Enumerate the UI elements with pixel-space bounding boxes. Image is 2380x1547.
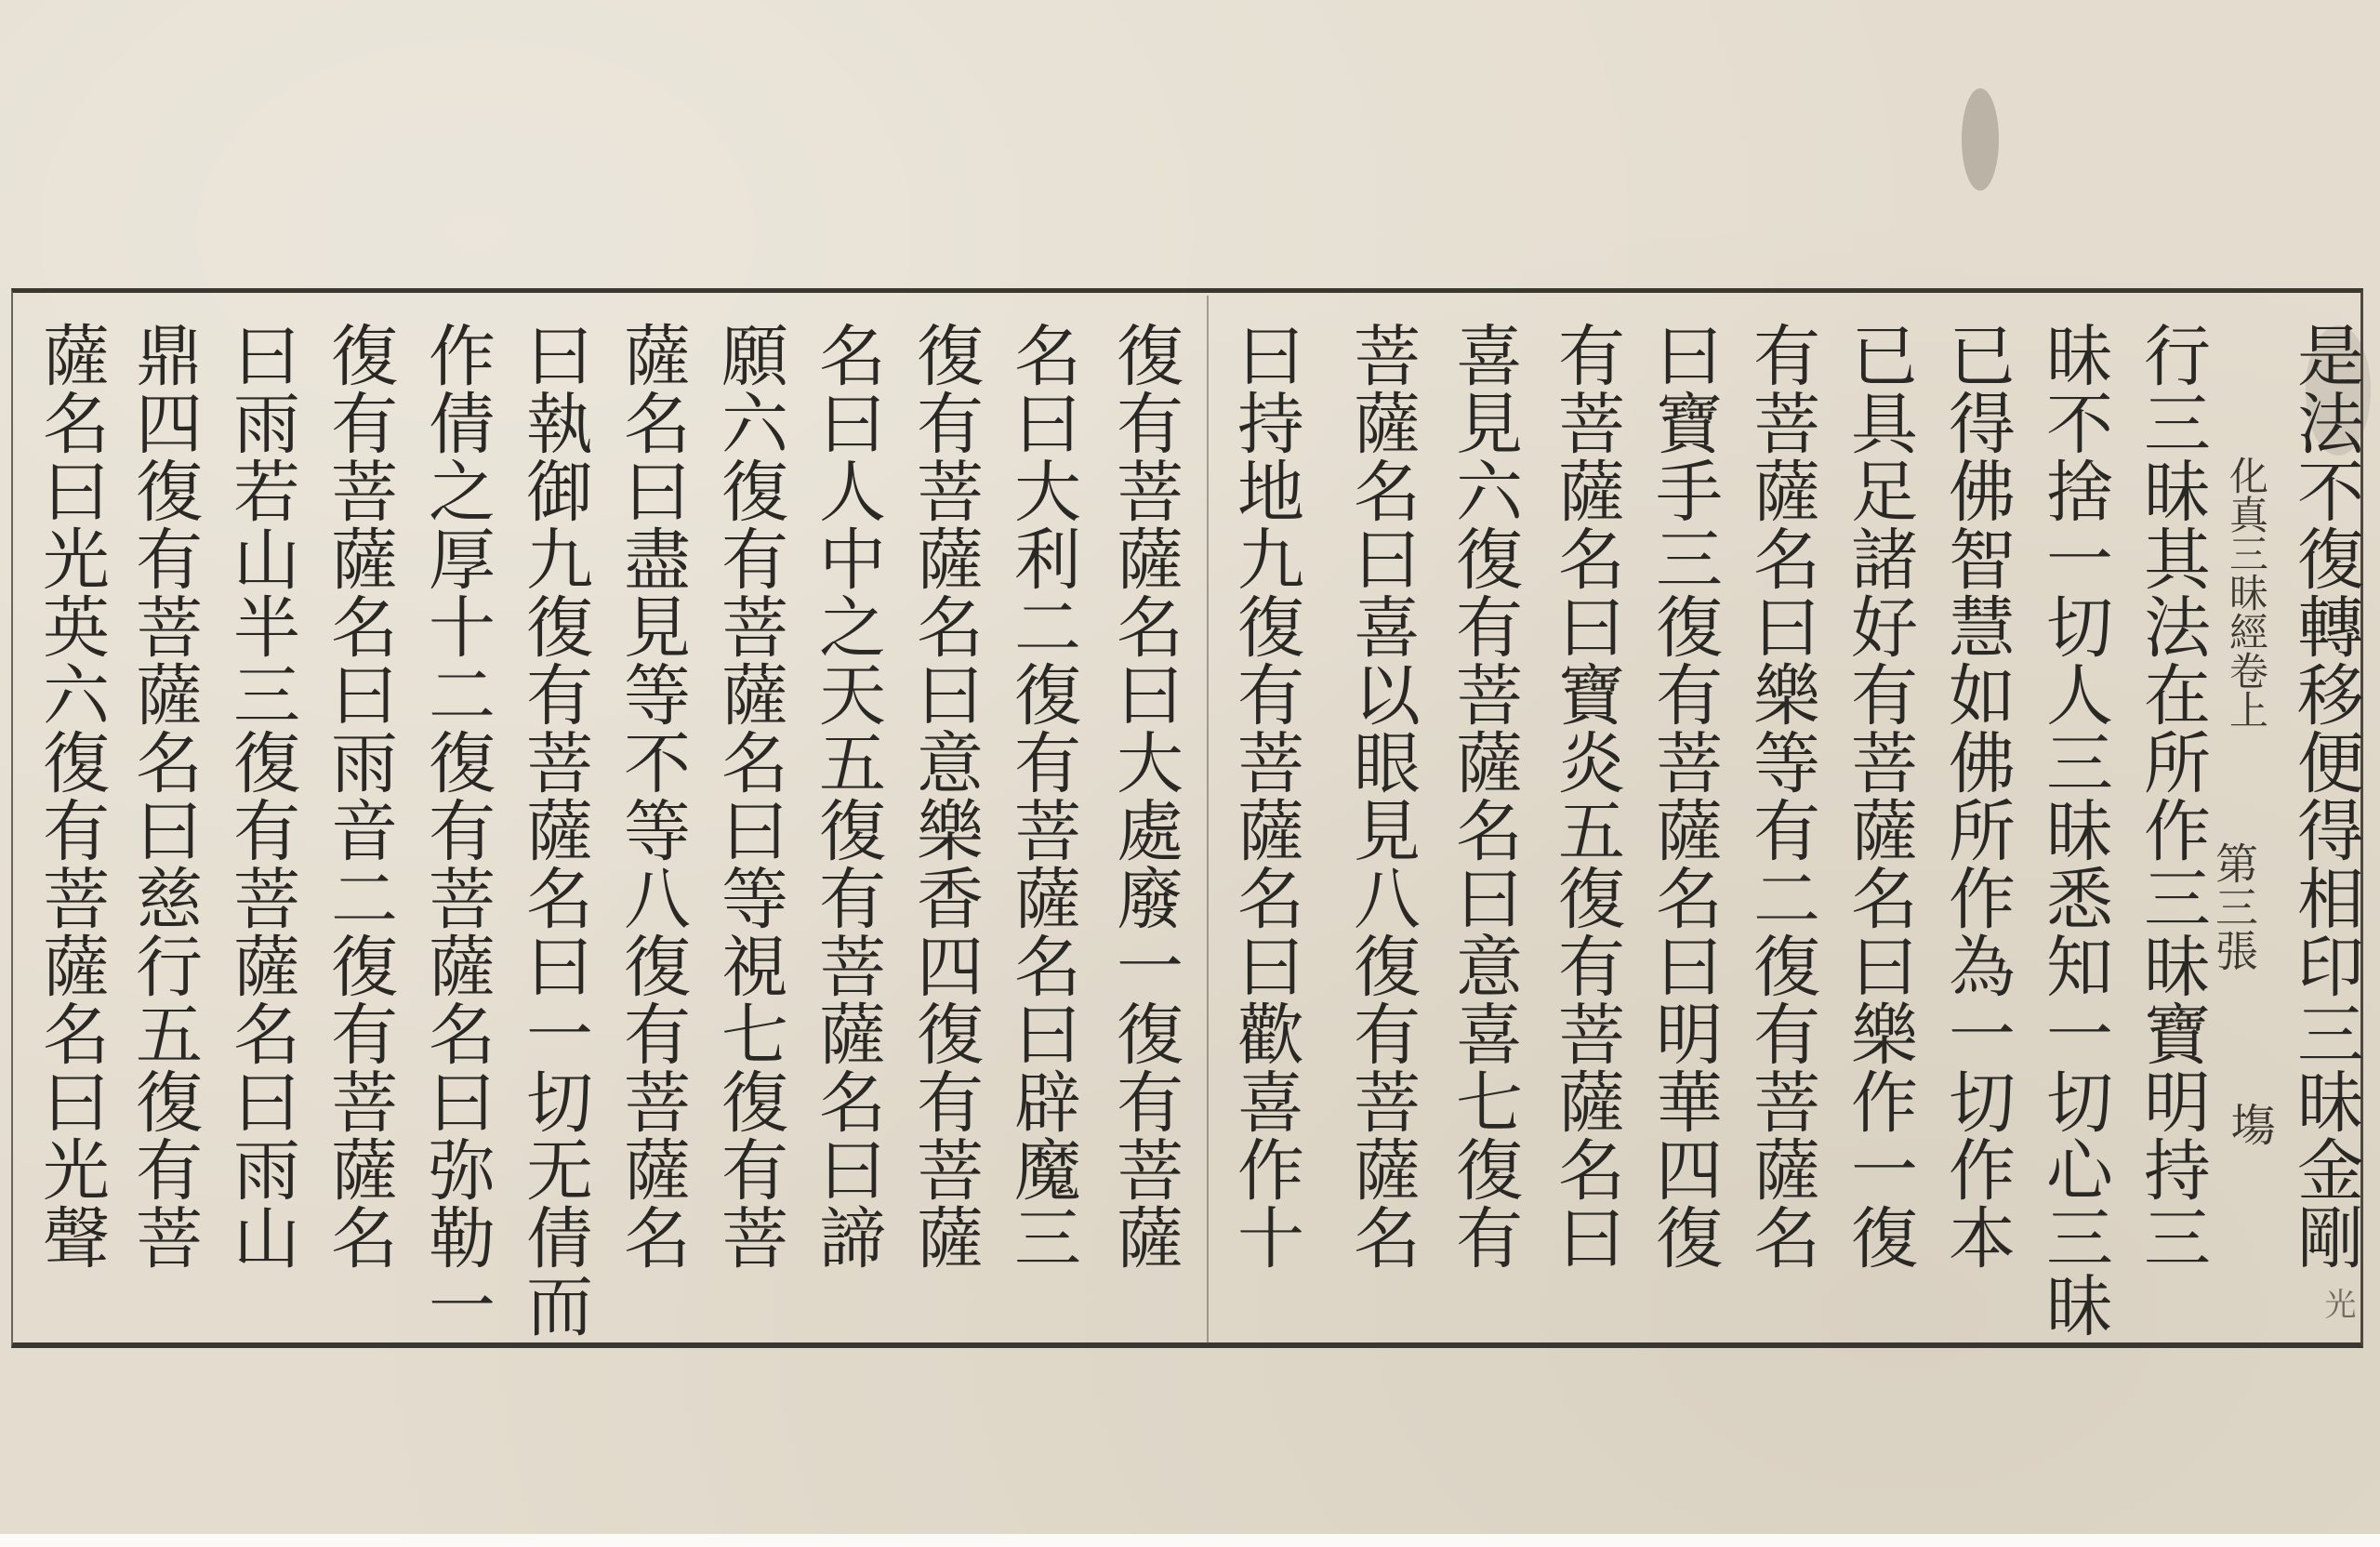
text-column-11: 曰持地九復有菩薩名曰歡喜作十 (1226, 321, 1304, 1271)
text-column-3: 昧不捨一切人三昧悉知一切心三昧 (2035, 321, 2113, 1339)
text-column-5: 已具足諸好有菩薩名曰樂作一復 (1840, 321, 1918, 1271)
sutra-title: 化真三昧經卷上 (2224, 456, 2269, 729)
text-column-22: 鼎四復有菩薩名曰慈行五復有菩 (125, 321, 203, 1271)
text-column-6: 有菩薩名曰樂等有二復有菩薩名 (1742, 321, 1820, 1271)
text-column-18: 曰執御九復有菩薩名曰一切无倩而 (515, 321, 593, 1339)
text-column-4: 已得佛智慧如佛所作為一切作本 (1937, 321, 2016, 1271)
text-column-21: 曰雨若山半三復有菩薩名曰雨山 (222, 321, 300, 1271)
center-fold-line (1207, 296, 1209, 1344)
text-column-17: 薩名曰盡見等不等八復有菩薩名 (613, 321, 691, 1271)
text-column-8: 有菩薩名曰寶炎五復有菩薩名曰 (1547, 321, 1625, 1271)
text-column-12: 復有菩薩名曰大處廢一復有菩薩 (1105, 321, 1183, 1271)
sheet-number: 第三張 (2209, 841, 2259, 972)
page-bottom-edge (0, 1534, 2380, 1547)
text-column-1: 是法不復轉移便得相印三昧金剛 (2286, 321, 2364, 1271)
text-column-2: 行三昧其法在所作三昧寶明持三 (2133, 321, 2211, 1271)
text-column-13: 名曰大利二復有菩薩名曰辟魔三 (1003, 321, 1081, 1271)
text-column-15: 名曰人中之天五復有菩薩名曰諦 (808, 321, 886, 1271)
text-column-14: 復有菩薩名曰意樂香四復有菩薩 (906, 321, 984, 1271)
text-column-20: 復有菩薩名曰雨音二復有菩薩名 (320, 321, 398, 1271)
text-column-10: 菩薩名曰喜以眼見八復有菩薩名 (1342, 321, 1421, 1271)
text-column-23: 薩名曰光英六復有菩薩名曰光聲 (32, 321, 110, 1271)
text-column-16: 願六復有菩薩名曰等視七復有菩 (710, 321, 788, 1271)
ink-stroke-mark (1962, 88, 1999, 191)
text-column-19: 作倩之厚十二復有菩薩名曰弥勒一 (417, 321, 496, 1339)
text-column-7: 曰寶手三復有菩薩名曰明華四復 (1645, 321, 1723, 1271)
carver-mark: 塲 (2223, 1102, 2275, 1146)
text-column-9: 喜見六復有菩薩名曰意喜七復有 (1445, 321, 1523, 1271)
side-mark: 光 (2319, 1288, 2356, 1319)
